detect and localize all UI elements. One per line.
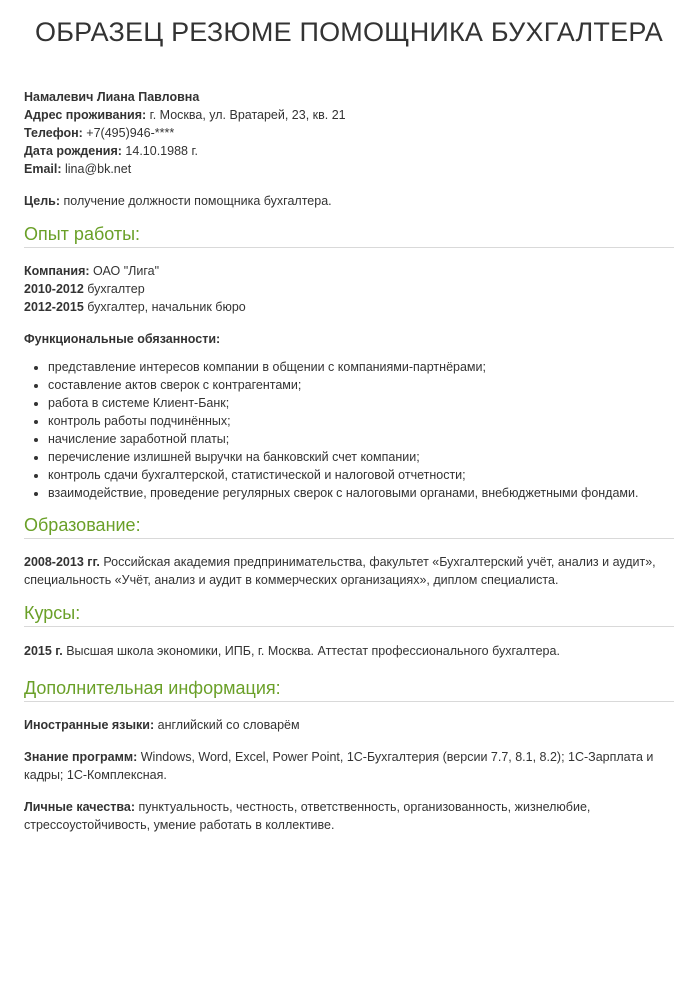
duties-title: Функциональные обязанности:: [24, 332, 221, 346]
list-item: • составление актов сверок с контрагентами;: [48, 376, 674, 394]
email-label: Email:: [24, 162, 62, 176]
languages-label: Иностранные языки:: [24, 718, 155, 732]
experience-section: [24, 222, 674, 502]
list-item: • контроль работы подчинённых;: [48, 412, 674, 430]
software-line: [24, 748, 674, 784]
phone-value: +7(495)946-****: [82, 126, 175, 140]
goal-value: получение должности помощника бухгалтера.: [60, 194, 332, 208]
address-line: [24, 106, 674, 124]
phone-line: [24, 124, 674, 142]
list-item: • контроль сдачи бухгалтерской, статистической и налоговой отчетности;: [48, 466, 674, 484]
goal-line: [24, 192, 674, 210]
qualities-line: [24, 798, 674, 834]
education-period: 2008-2013 гг.: [24, 555, 100, 569]
experience-heading: Опыт работы:: [24, 222, 674, 248]
address-value: г. Москва, ул. Вратарей, 23, кв. 21: [146, 108, 346, 122]
additional-heading: Дополнительная информация:: [24, 676, 674, 702]
education-text: Российская академия предпринимательства, факультет «Бухгалтерский учёт, анализ и аудит», специальность «Учёт, анализ и аудит в коммерческих организациях», диплом специалиста.: [24, 555, 656, 587]
courses-heading: Курсы:: [24, 601, 674, 627]
courses-year: 2015 г.: [24, 644, 63, 658]
software-label: Знание программ:: [24, 750, 138, 764]
additional-section: [24, 676, 674, 834]
phone-label: Телефон:: [24, 126, 83, 140]
birth-label: Дата рождения:: [24, 144, 122, 158]
education-entry: [24, 553, 674, 589]
list-item: • взаимодействие, проведение регулярных сверок с налоговыми органами, внебюджетными фондами.: [48, 484, 674, 502]
education-heading: Образование:: [24, 513, 674, 539]
duties-list: [24, 358, 674, 502]
languages-line: [24, 716, 674, 734]
role-1: бухгалтер: [83, 282, 145, 296]
list-item: • начисление заработной платы;: [48, 430, 674, 448]
company-value: ОАО "Лига": [89, 264, 160, 278]
email-value: lina@bk.net: [61, 162, 132, 176]
education-section: [24, 513, 674, 589]
courses-text: Высшая школа экономики, ИПБ, г. Москва. Аттестат профессионального бухгалтера.: [62, 644, 560, 658]
period-line-1: [24, 280, 674, 298]
period-1: 2010-2012: [24, 282, 84, 296]
software-value: Windows, Word, Excel, Power Point, 1С-Бухгалтерия (версии 7.7, 8.1, 8.2); 1С-Зарплата и кадры; 1С-Комплексная.: [24, 750, 654, 782]
goal-label: Цель:: [24, 194, 61, 208]
courses-section: [24, 601, 674, 660]
languages-value: английский со словарём: [154, 718, 300, 732]
role-2: бухгалтер, начальник бюро: [83, 300, 246, 314]
birth-line: [24, 142, 674, 160]
page-title: ОБРАЗЕЦ РЕЗЮМЕ ПОМОЩНИКА БУХГАЛТЕРА: [35, 17, 663, 47]
company-label: Компания:: [24, 264, 90, 278]
full-name: Намалевич Лиана Павловна: [24, 90, 200, 104]
address-label: Адрес проживания:: [24, 108, 147, 122]
company-line: [24, 262, 674, 280]
list-item: • перечисление излишней выручки на банковский счет компании;: [48, 448, 674, 466]
qualities-value: пунктуальность, честность, ответственность, организованность, жизнелюбие, стрессоустойчивость, умение работать в коллективе.: [24, 800, 591, 832]
personal-info: [24, 88, 674, 178]
courses-entry: [24, 642, 674, 660]
period-2: 2012-2015: [24, 300, 84, 314]
list-item: • представление интересов компании в общении с компаниями-партнёрами;: [48, 358, 674, 376]
birth-value: 14.10.1988 г.: [121, 144, 198, 158]
list-item: • работа в системе Клиент-Банк;: [48, 394, 674, 412]
period-line-2: [24, 298, 674, 316]
email-line: [24, 160, 674, 178]
qualities-label: Личные качества:: [24, 800, 136, 814]
